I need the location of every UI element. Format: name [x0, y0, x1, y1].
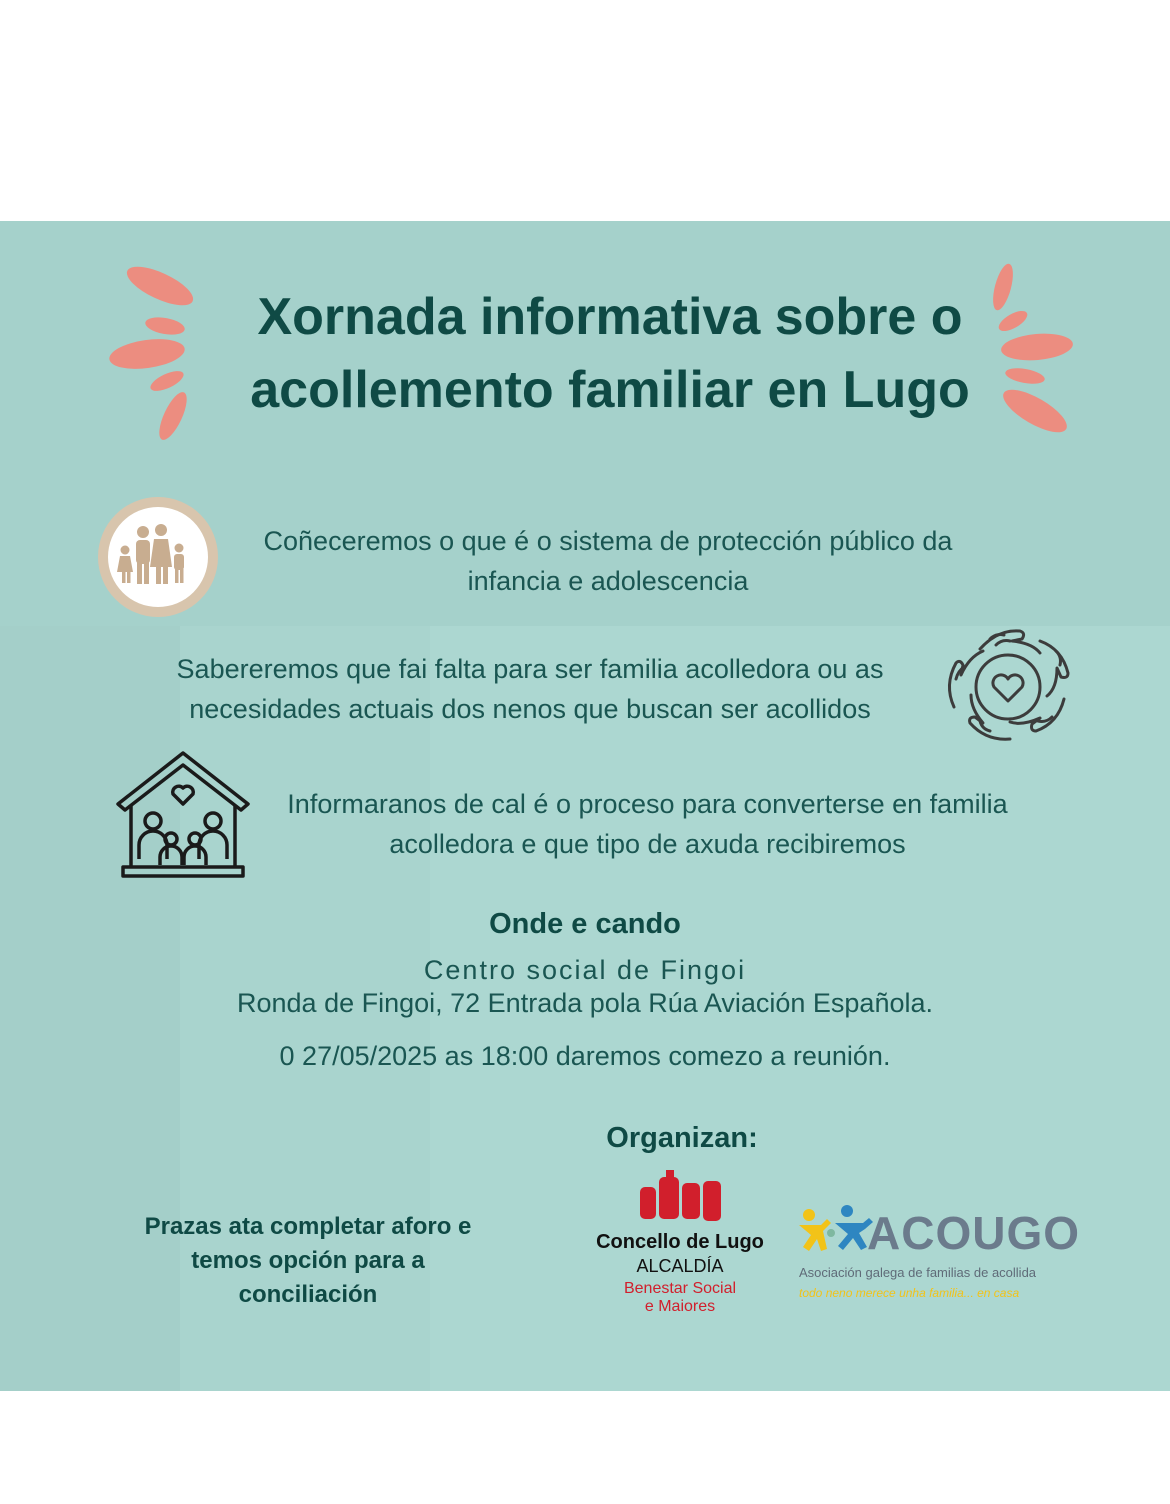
- acougo-name: ACOUGO: [867, 1207, 1080, 1259]
- feature-text-1: Coñeceremos o que é o sistema de protección público da infancia e adolescencia: [263, 526, 953, 596]
- venue-name: Centro social de Fingoi: [423, 955, 747, 985]
- acougo-slogan: todo neno merece unha familia... en casa: [799, 1286, 1020, 1300]
- organizers-heading: Organizan:: [606, 1122, 758, 1154]
- acougo-logo: [795, 1203, 1085, 1313]
- concello-lugo-logo: [580, 1169, 780, 1324]
- event-datetime: 0 27/05/2025 as 18:00 daremos comezo a reunión.: [279, 1041, 891, 1071]
- concello-name: Concello de Lugo: [596, 1231, 764, 1253]
- hands-heart-icon: [940, 621, 1080, 751]
- family-icon: [95, 494, 221, 620]
- capacity-note: Prazas ata completar aforo e temos opción para a conciliación: [144, 1213, 472, 1308]
- poster: [0, 221, 1170, 1391]
- venue-address: Ronda de Fingoi, 72 Entrada pola Rúa Aviación Española.: [237, 988, 933, 1018]
- page-title: Xornada informativa sobre o acollemento familiar en Lugo: [250, 288, 970, 419]
- concello-maiores: e Maiores: [644, 1298, 716, 1315]
- acougo-tagline: Asociación galega de familias de acollida: [799, 1265, 1037, 1280]
- acougo-people-icon: [795, 1203, 875, 1263]
- feature-text-2: Sabereremos que fai falta para ser familia acolledora ou as necesidades actuais dos nenos que buscan ser acollidos: [176, 654, 884, 724]
- house-family-icon: [113, 749, 253, 881]
- feature-text-3: Informaranos de cal é o proceso para converterse en familia acolledora e que tipo de axuda recibiremos: [287, 789, 1008, 859]
- location-heading: Onde e cando: [489, 908, 681, 940]
- concello-building-icon: [635, 1169, 725, 1227]
- concello-benestar: Benestar Social: [623, 1280, 737, 1297]
- concello-alcaldia: ALCALDÍA: [636, 1256, 724, 1276]
